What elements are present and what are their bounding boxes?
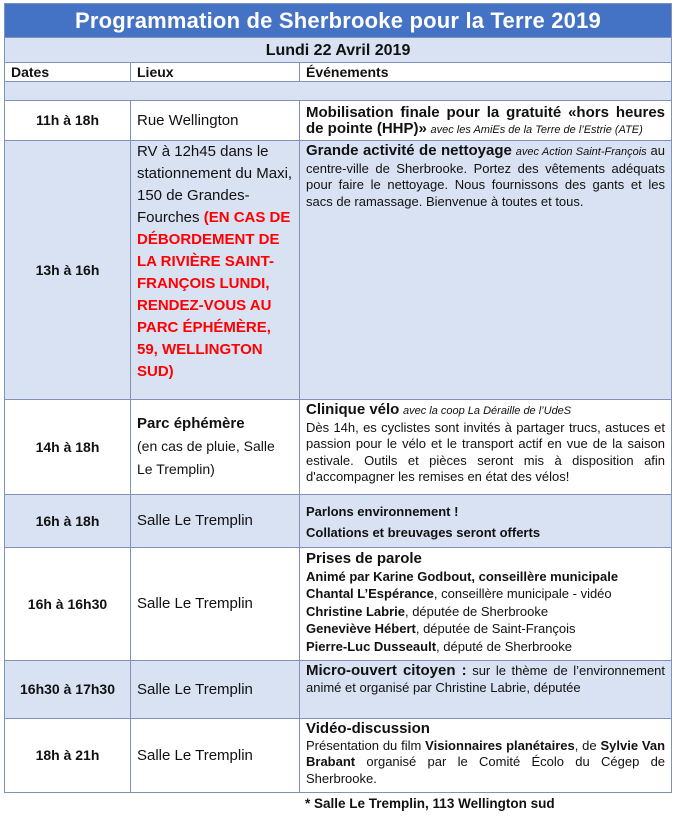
event-date: 14h à 18h [5,400,131,495]
event-title: Vidéo-discussion [306,720,430,737]
event-line-2: Collations et breuvages seront offerts [306,525,541,540]
event-location: Rue Wellington [131,101,300,141]
event-location: Salle Le Tremplin [131,661,300,719]
speaker-name: Christine Labrie [306,603,405,619]
speaker-name: Pierre-Luc Dusseault [306,638,437,654]
film-title: Visionnaires planétaires [425,737,575,753]
table-row [5,101,672,141]
event-location [131,141,300,400]
event-description [300,719,672,793]
event-title: Grande activité de nettoyage [306,142,512,159]
event-body-post: organisé par le Comité Écolo du Cégep de Sherbrooke. [306,754,666,786]
header-dates: Dates [5,63,131,82]
event-location [131,400,300,495]
film-author: Sylvie Van Brabant [306,737,666,769]
table-row [5,141,672,400]
location-note: (en cas de pluie, Salle Le Tremplin) [137,438,275,477]
event-body-pre: Présentation du film [306,737,426,753]
event-title: Prises de parole [306,550,422,567]
event-date: 13h à 16h [5,141,131,400]
event-date: 16h à 16h30 [5,548,131,661]
speaker-name: Geneviève Hébert [306,621,416,636]
speaker-role: , conseillère municipale - vidéo [433,586,612,601]
header-lieux: Lieux [131,63,300,82]
event-title: Micro-ouvert citoyen : [306,662,467,679]
flood-alert-text: (EN CAS DE DÉBORDEMENT DE LA RIVIÈRE SAINT-FRANÇOIS LUNDI, RENDEZ-VOUS AU PARC ÉPHÉMÈRE, 59, WELLINGTON SUD) [137,209,291,380]
event-description [300,548,672,661]
speaker-role: , député de Sherbrooke [436,638,572,654]
day-heading: Lundi 22 Avril 2019 [5,38,672,63]
speaker-line: Animé par Karine Godbout, conseillère municipale [306,568,619,584]
event-partner: avec la coop La Déraille de l’UdeS [402,405,572,417]
event-date: 16h à 18h [5,495,131,548]
event-partner: avec Action Saint-François [515,146,647,158]
event-title: Clinique vélo [306,401,400,418]
speaker-role: , députée de Saint-François [415,621,576,636]
event-description [300,661,672,719]
event-date: 16h30 à 17h30 [5,661,131,719]
table-row [5,661,672,719]
event-body-mid: , de [574,737,601,753]
event-line-1: Parlons environnement ! [306,504,459,519]
speaker-role: , députée de Sherbrooke [404,603,549,619]
location-text: RV à 12h45 dans le stationnement du Maxi, 150 de Grandes-Fourches [137,143,293,226]
event-date: 18h à 21h [5,719,131,793]
event-description [300,141,672,400]
speaker-name: Chantal L’Espérance [306,586,434,601]
venue-footnote: * Salle Le Tremplin, 113 Wellington sud [305,796,555,811]
event-body: sur le thème de l’environnement animé et organisé par Christine Labrie, députée [306,663,666,695]
event-body: au centre-ville de Sherbrooke. Portez des vêtements adéquats pour faire le nettoyage. Nous fournissons des gants et les sacs de ramassage. Bienvenue à toutes et tous. [306,143,666,209]
event-partner: avec les AmiEs de la Terre de l’Estrie (ATE) [430,124,643,136]
event-date: 11h à 18h [5,101,131,141]
event-location: Salle Le Tremplin [131,495,300,548]
event-description [300,101,672,141]
event-location: Salle Le Tremplin [131,719,300,793]
event-location: Salle Le Tremplin [131,548,300,661]
event-body: Dès 14h, es cyclistes sont invités à partager trucs, astuces et passion pour le vélo et le transport actif en vue de la saison estivale. Outils et pièces seront mis à disposition afin d'accompagner les remises en état des vélos! [306,419,666,484]
schedule-table [4,3,672,793]
header-row [5,63,672,82]
table-row [5,400,672,495]
event-description [300,400,672,495]
table-row [5,548,672,661]
event-title: Mobilisation finale pour la gratuité «hors heures de pointe (HHP)» [306,103,666,137]
table-row [5,719,672,793]
location-text: Parc éphémère [137,415,245,432]
header-events: Événements [300,63,672,82]
schedule-document [4,3,671,811]
table-row [5,495,672,548]
event-description [300,495,672,548]
document-title: Programmation de Sherbrooke pour la Terre 2019 [5,4,672,38]
spacer-row [5,82,672,101]
